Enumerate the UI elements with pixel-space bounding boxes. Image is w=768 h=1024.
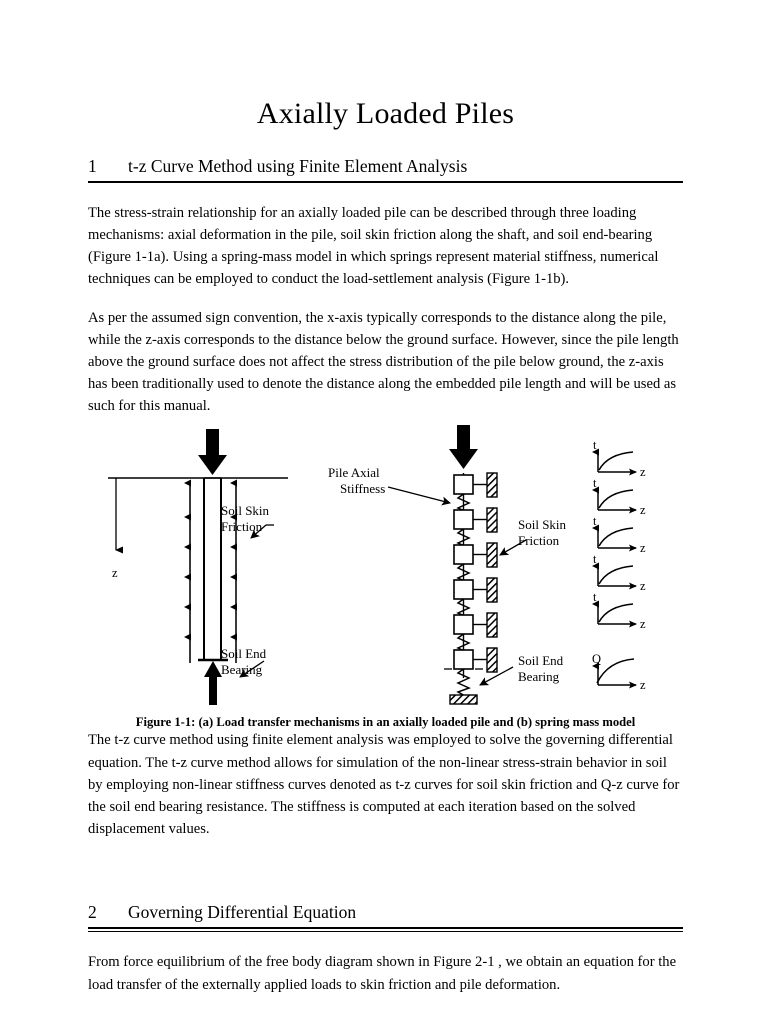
pile-stiffness-label-line1: Pile Axial xyxy=(328,465,380,481)
section-number-2: 2 xyxy=(88,902,97,923)
panel-a-load-transfer xyxy=(108,429,288,705)
figure-1-1-graphic xyxy=(88,425,683,713)
depth-axis-a xyxy=(112,478,118,580)
paragraph-4: From force equilibrium of the free body diagram shown in Figure 2-1 , we obtain an equation for the load transfer of the externally applied loads to skin friction and pile deformation. xyxy=(88,954,677,993)
section-number-1: 1 xyxy=(88,156,97,176)
qz-curve xyxy=(592,652,646,692)
tz-curve-3-y-label: t xyxy=(593,514,597,529)
section-heading-1 xyxy=(88,130,683,178)
page-content xyxy=(88,0,683,996)
skin-friction-label-b-line1: Soil Skin xyxy=(518,517,567,533)
end-bearing-label-b-line1: Soil End xyxy=(518,653,564,669)
tz-curve-5-y-label: t xyxy=(593,590,597,605)
applied-load-arrow-a xyxy=(198,429,227,475)
tz-curve-3 xyxy=(593,514,646,555)
soil-support-block xyxy=(487,543,497,567)
mass-block xyxy=(454,545,473,564)
mass-spring-chain-b xyxy=(444,473,497,704)
soil-support-block xyxy=(487,508,497,532)
figure-caption: Figure 1-1: (a) Load transfer mechanisms in an axially loaded pile and (b) spring mass model xyxy=(135,715,636,730)
depth-axis-label-a: z xyxy=(112,566,118,581)
skin-friction-label-a-line2: Friction xyxy=(221,519,263,535)
skin-friction-label-a-line1: Soil Skin xyxy=(221,503,270,519)
skin-friction-label-b-line2: Friction xyxy=(518,533,560,549)
end-bearing-label-b-line2: Bearing xyxy=(518,669,560,685)
qz-curve-y-label: Q xyxy=(592,652,602,667)
section-title-2: Governing Differential Equation xyxy=(128,902,357,923)
mass-block xyxy=(454,615,473,634)
tz-curve-1-y-label: t xyxy=(593,438,597,453)
qz-curve-x-label: z xyxy=(640,678,646,693)
panel-b-spring-mass xyxy=(328,425,567,704)
tz-curve-5 xyxy=(593,590,646,631)
mass-block xyxy=(454,580,473,599)
end-bearing-label-a xyxy=(221,646,267,677)
section-title-1: t-z Curve Method using Finite Element Analysis xyxy=(128,156,468,176)
ground-base-block xyxy=(450,695,477,704)
end-bearing-arrow-a xyxy=(204,661,222,705)
tz-curve-2-x-label: z xyxy=(640,503,646,518)
tz-curve-2 xyxy=(593,476,646,517)
mass-block xyxy=(454,475,473,494)
tz-curve-1 xyxy=(593,438,646,479)
pile-stiffness-label-line2: Stiffness xyxy=(340,481,386,497)
tz-curve-2-y-label: t xyxy=(593,476,597,491)
paragraph-1: The stress-strain relationship for an axially loaded pile can be described through three loading mechanisms: axial deformation in the pile, soil skin friction along the shaft, and soil end-bearing (Figure 1-1a). Using a spring-mass model in which springs represent material stiffness, numerical techniques can be employed to conduct the load-settlement analysis (Figure 1-1b). xyxy=(88,204,659,288)
panel-c-tz-curves xyxy=(592,438,646,692)
section-heading-2 xyxy=(88,876,683,924)
tz-curve-3-x-label: z xyxy=(640,541,646,556)
soil-support-block xyxy=(487,473,497,497)
figure-1-1 xyxy=(88,425,683,730)
tz-curve-5-x-label: z xyxy=(640,617,646,632)
soil-support-block xyxy=(487,613,497,637)
tz-curve-4-y-label: t xyxy=(593,552,597,567)
applied-load-arrow-b xyxy=(449,425,478,469)
pile-stiffness-label-b xyxy=(328,465,450,503)
tz-curve-1-x-label: z xyxy=(640,465,646,480)
soil-support-block xyxy=(487,648,497,672)
skin-friction-label-b xyxy=(500,517,567,555)
page-title: Axially Loaded Piles xyxy=(256,97,515,130)
soil-support-block xyxy=(487,578,497,602)
paragraph-3: The t-z curve method using finite element analysis was employed to solve the governing differential equation. The t-z curve method allows for simulation of the non-linear stress-strain behavior in soil by employing non-linear stiffness curves denoted as t-z curves for soil skin friction and Q-z curve for the soil end bearing resistance. The stiffness is computed at each iteration based on the solved displacement values. xyxy=(88,732,680,838)
mass-block xyxy=(454,510,473,529)
paragraph-2: As per the assumed sign convention, the x-axis typically corresponds to the distance along the pile, while the z-axis corresponds to the distance below the ground surface. However, since the pile length above the ground surface does not affect the stress distribution of the pile below ground, the z-axis has been traditionally used to denote the distance along the embedded pile length and will be used as such for this manual. xyxy=(88,309,679,415)
end-bearing-label-a-line2: Bearing xyxy=(221,662,263,678)
mass-block xyxy=(454,650,473,669)
skin-friction-label-a xyxy=(221,503,274,538)
end-bearing-label-a-line1: Soil End xyxy=(221,646,267,662)
tz-curve-4 xyxy=(593,552,646,593)
tz-curve-4-x-label: z xyxy=(640,579,646,594)
